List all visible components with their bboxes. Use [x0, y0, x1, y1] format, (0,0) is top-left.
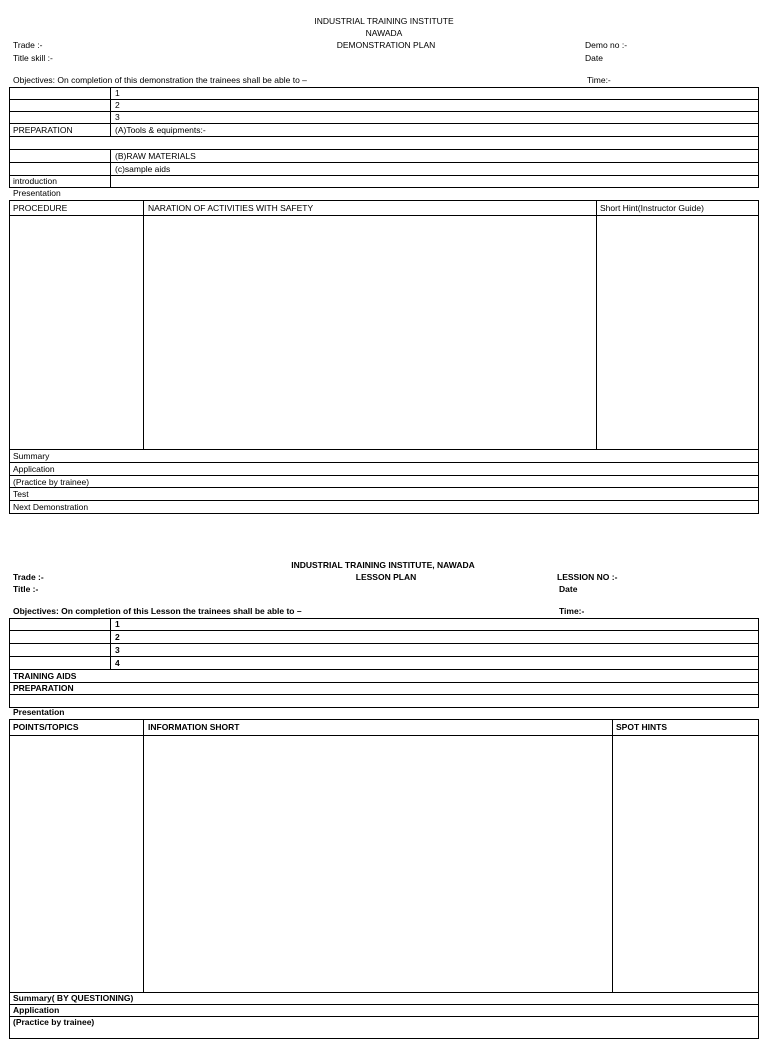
training-aids-label: TRAINING AIDS	[13, 671, 77, 681]
time-label: Time:-	[587, 75, 611, 85]
date-label: Date	[585, 53, 603, 63]
date-label: Date	[559, 584, 578, 594]
practice-label: (Practice by trainee)	[13, 477, 90, 487]
row-divider	[9, 669, 759, 670]
institute-city: NAWADA	[365, 28, 403, 38]
objective-number: 1	[115, 88, 120, 98]
row-divider	[9, 656, 759, 657]
practice-label: (Practice by trainee)	[13, 1017, 95, 1027]
institute-name: INDUSTRIAL TRAINING INSTITUTE	[314, 16, 454, 26]
title-skill-label: Title skill :-	[13, 53, 53, 63]
narration-header: NARATION OF ACTIVITIES WITH SAFETY	[148, 203, 314, 213]
introduction-label: introduction	[13, 176, 57, 186]
application-label: Application	[13, 1005, 60, 1015]
test-label: Test	[13, 489, 29, 499]
sample-aids-label: (c)sample aids	[115, 164, 171, 174]
column-divider	[596, 200, 597, 449]
next-demonstration-label: Next Demonstration	[13, 502, 89, 512]
row-divider	[9, 1004, 759, 1005]
presentation-label: Presentation	[13, 188, 61, 198]
trade-label: Trade :-	[13, 40, 43, 50]
row-divider	[9, 175, 759, 176]
spot-hints-header: SPOT HINTS	[616, 722, 668, 732]
row-divider	[9, 487, 759, 488]
presentation-label: Presentation	[13, 707, 65, 717]
objective-number: 1	[115, 619, 120, 629]
objectives-text: Objectives: On completion of this Lesson the trainees shall be able to –	[13, 606, 302, 616]
application-label: Application	[13, 464, 55, 474]
information-header: INFORMATION SHORT	[148, 722, 240, 732]
institute-name: INDUSTRIAL TRAINING INSTITUTE, NAWADA	[291, 560, 475, 570]
raw-materials-label: (B)RAW MATERIALS	[115, 151, 196, 161]
time-label: Time:-	[559, 606, 585, 616]
row-divider	[9, 694, 759, 695]
row-divider	[9, 136, 759, 137]
row-divider	[9, 475, 759, 476]
column-divider	[110, 618, 111, 669]
column-divider	[612, 719, 613, 992]
preparation-label: PREPARATION	[13, 683, 74, 693]
trade-label: Trade :-	[13, 572, 44, 582]
title-label: Title :-	[13, 584, 39, 594]
column-divider	[110, 149, 111, 188]
summary-label: Summary( BY QUESTIONING)	[13, 993, 134, 1003]
objective-number: 2	[115, 632, 120, 642]
plan-title: LESSON PLAN	[355, 572, 417, 582]
objective-number: 4	[115, 658, 120, 668]
procedure-table	[9, 200, 759, 514]
row-divider	[9, 462, 759, 463]
row-divider	[9, 500, 759, 501]
column-divider	[110, 87, 111, 136]
demo-no-label: Demo no :-	[585, 40, 628, 50]
preparation-label: PREPARATION	[13, 125, 73, 135]
row-divider	[9, 99, 759, 100]
column-divider	[143, 200, 144, 449]
row-divider	[9, 449, 759, 450]
row-divider	[9, 111, 759, 112]
objective-number: 2	[115, 100, 120, 110]
hint-header: Short Hint(Instructor Guide)	[600, 203, 704, 213]
objective-number: 3	[115, 645, 120, 655]
objective-number: 3	[115, 112, 120, 122]
row-divider	[9, 630, 759, 631]
column-divider	[143, 719, 144, 992]
procedure-header: PROCEDURE	[13, 203, 68, 213]
plan-title: DEMONSTRATION PLAN	[336, 40, 436, 50]
row-divider	[9, 643, 759, 644]
tools-label: (A)Tools & equipments:-	[115, 125, 206, 135]
header-divider	[9, 215, 759, 216]
lesson-no-label: LESSION NO :-	[557, 572, 618, 582]
points-header: POINTS/TOPICS	[13, 722, 79, 732]
summary-label: Summary	[13, 451, 50, 461]
objectives-text: Objectives: On completion of this demonstration the trainees shall be able to –	[13, 75, 307, 85]
row-divider	[9, 1016, 759, 1017]
points-table	[9, 719, 759, 1039]
header-divider	[9, 735, 759, 736]
row-divider	[9, 682, 759, 683]
